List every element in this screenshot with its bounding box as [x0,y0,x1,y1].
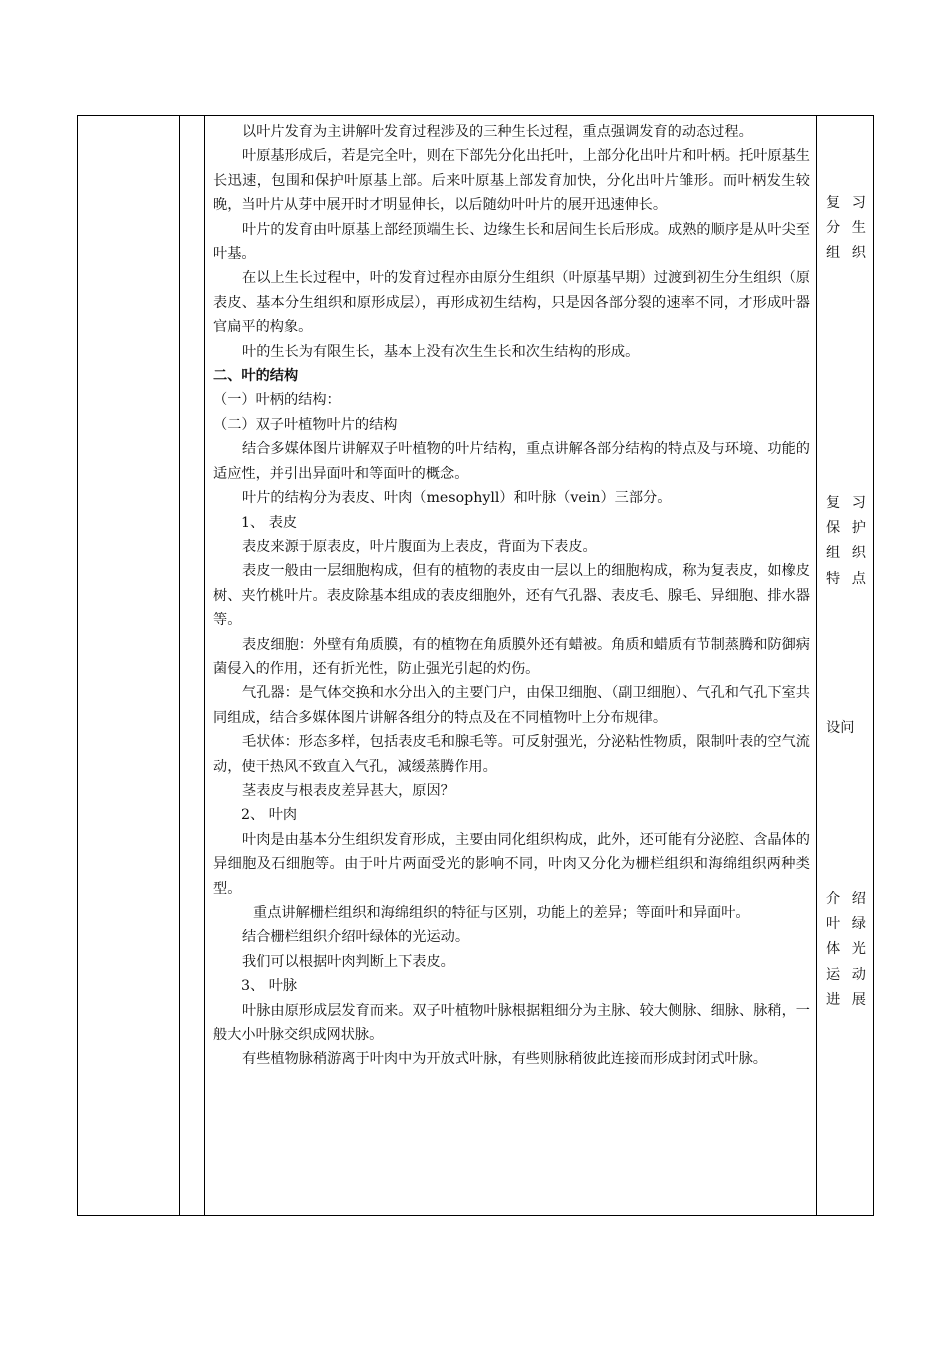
paragraph: 3、 叶脉 [241,978,298,995]
table-row [78,116,874,1216]
paragraph: 表皮细胞：外壁有角质膜，有的植物在角质膜外还有蜡被。角质和蜡质有节制蒸腾和防御病菌侵入的作用，还有折光性，防止强光引起的灼伤。 [213,636,810,677]
paragraph: 叶片的发育由叶原基上部经顶端生长、边缘生长和居间生长后形成。成熟的顺序是从叶尖至叶基。 [213,221,810,263]
paragraph: 叶原基形成后，若是完全叶，则在下部先分化出托叶，上部分化出叶片和叶柄。托叶原基生长迅速，包围和保护叶原基上部。后来叶原基上部发育加快，分化出叶片雏形。而叶柄发生较晚，当叶片从芽中展开时才明显伸长，以后随幼叶叶片的展开迅速伸长。 [213,148,810,214]
paragraph: 结合多媒体图片讲解双子叶植物的叶片结构，重点讲解各部分结构的特点及与环境、功能的适应性，并引出异面叶和等面叶的概念。 [213,441,810,482]
paragraph: 叶脉由原形成层发育而来。双子叶植物叶脉根据粗细分为主脉、较大侧脉、细脉、脉稍，一般大小叶脉交织成网状脉。 [213,1002,810,1044]
paragraph: 1、 表皮 [241,514,298,531]
paragraph: 叶片的结构分为表皮、叶肉（mesophyll）和叶脉（vein）三部分。 [242,490,672,507]
paragraph: 气孔器：是气体交换和水分出入的主要门户，由保卫细胞、（副卫细胞）、气孔和气孔下室共同组成，结合多媒体图片讲解各组分的特点及在不同植物叶上分布规律。 [213,685,810,726]
margin-note: 介绍叶绿体光运动进展 [826,891,866,1008]
margin-note: 设问 [826,720,855,736]
margin-note: 复习分生组织 [826,195,866,262]
paragraph: 我们可以根据叶肉判断上下表皮。 [242,953,455,970]
lesson-plan-table [77,115,874,1216]
paragraph: （二）双子叶植物叶片的结构 [213,416,398,433]
paragraph: 结合栅栏组织介绍叶绿体的光运动。 [242,929,470,946]
teaching-content-cell [205,116,817,1216]
paragraph: 叶肉是由基本分生组织发育形成，主要由同化组织构成，此外，还可能有分泌腔、含晶体的异细胞及石细胞等。由于叶片两面受光的影响不同，叶肉又分化为栅栏组织和海绵组织两种类型。 [213,831,810,897]
paragraph: 在以上生长过程中，叶的发育过程亦由原分生组织（叶原基早期）过渡到初生分生组织（原表皮、基本分生组织和原形成层），再形成初生结构，只是因各部分裂的速率不同，才形成叶器官扁平的构象。 [213,270,810,336]
paragraph: 重点讲解栅栏组织和海绵组织的特征与区别，功能上的差异；等面叶和异面叶。 [253,905,750,921]
margin-note: 复习保护组织特点 [826,495,866,587]
paragraph: 毛状体：形态多样，包括表皮毛和腺毛等。可反射强光，分泌粘性物质，限制叶表的空气流动，使干热风不致直入气孔，减缓蒸腾作用。 [213,734,810,775]
remarks-cell [817,116,874,1216]
paragraph: 表皮来源于原表皮，叶片腹面为上表皮，背面为下表皮。 [242,538,597,555]
paragraph: 2、 叶肉 [241,807,298,824]
narrow-column-cell [180,116,205,1216]
paragraph: 茎表皮与根表皮差异甚大，原因？ [242,782,455,799]
paragraph: （一）叶柄的结构： [213,392,341,409]
section-heading: 二、叶的结构 [213,368,299,385]
paragraph: 表皮一般由一层细胞构成，但有的植物的表皮由一层以上的细胞构成，称为复表皮，如橡皮树、夹竹桃叶片。表皮除基本组成的表皮细胞外，还有气孔器、表皮毛、腺毛、异细胞、排水器等。 [213,563,810,629]
paragraph: 以叶片发育为主讲解叶发育过程涉及的三种生长过程，重点强调发育的动态过程。 [242,124,753,140]
paragraph: 叶的生长为有限生长，基本上没有次生生长和次生结构的形成。 [242,343,640,360]
paragraph: 有些植物脉稍游离于叶肉中为开放式叶脉，有些则脉稍彼此连接而形成封闭式叶脉。 [242,1051,767,1068]
blank-column-cell [78,116,180,1216]
teaching-content [205,116,816,1072]
